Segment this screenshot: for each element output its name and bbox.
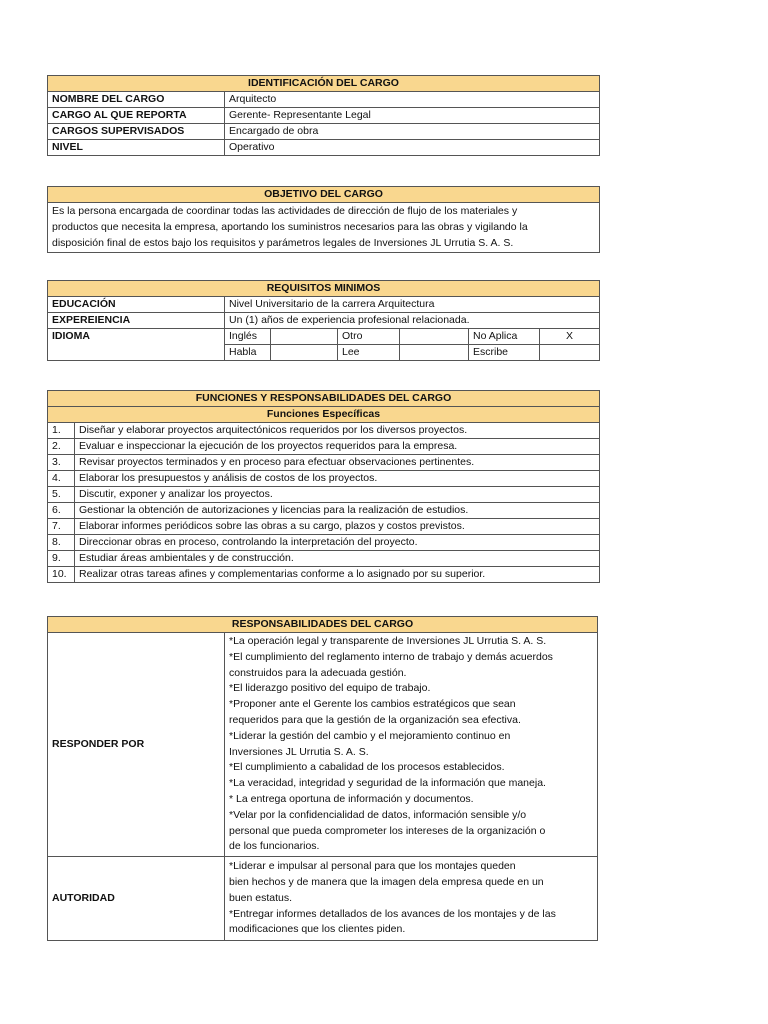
autoridad-line: modificaciones que los clientes piden. [229, 923, 406, 936]
responder-line: *El cumplimiento a cabalidad de los procesos establecidos. [229, 761, 505, 774]
table-row [48, 455, 600, 471]
responder-line: de los funcionarios. [229, 840, 320, 853]
responder-line: *El liderazgo positivo del equipo de trabajo. [229, 682, 431, 695]
identificacion-table [47, 75, 600, 156]
funciones-table [47, 390, 600, 583]
funcion-num: 6. [48, 503, 75, 519]
funcion-text: Discutir, exponer y analizar los proyectos. [75, 487, 600, 503]
responder-line: requeridos para que la gestión de la organización sea efectiva. [229, 713, 521, 726]
funciones-header: FUNCIONES Y RESPONSABILIDADES DEL CARGO [48, 391, 600, 407]
objetivo-line: disposición final de estos bajo los requisitos y parámetros legales de Inversiones JL Urrutia S. A. S. [52, 236, 514, 249]
funcion-num: 4. [48, 471, 75, 487]
experiencia-label: EXPEREIENCIA [48, 313, 225, 329]
objetivo-text [48, 203, 600, 253]
lee-label: Lee [338, 345, 400, 361]
nivel-value: Operativo [225, 140, 600, 156]
table-row [48, 535, 600, 551]
nivel-label: NIVEL [48, 140, 225, 156]
responder-line: *La veracidad, integridad y seguridad de la información que maneja. [229, 777, 546, 790]
funcion-text: Gestionar la obtención de autorizaciones y licencias para la realización de estudios. [75, 503, 600, 519]
objetivo-table [47, 186, 600, 253]
responder-line: Inversiones JL Urrutia S. A. S. [229, 745, 369, 758]
funcion-num: 3. [48, 455, 75, 471]
nombre-cargo-value: Arquitecto [225, 92, 600, 108]
autoridad-text [225, 857, 598, 941]
funcion-text: Evaluar e inspeccionar la ejecución de los proyectos requeridos para la empresa. [75, 439, 600, 455]
funcion-text: Realizar otras tareas afines y complementarias conforme a lo asignado por su superior. [75, 567, 600, 583]
responder-line: *El cumplimiento del reglamento interno de trabajo y demás acuerdos [229, 650, 553, 663]
autoridad-line: *Entregar informes detallados de los avances de los montajes y de las [229, 907, 556, 920]
cargo-reporta-label: CARGO AL QUE REPORTA [48, 108, 225, 124]
funcion-num: 8. [48, 535, 75, 551]
lee-value [400, 345, 469, 361]
otro-label: Otro [338, 329, 400, 345]
table-row [48, 519, 600, 535]
responder-por-text [225, 633, 598, 857]
funcion-text: Diseñar y elaborar proyectos arquitectónicos requeridos por los diversos proyectos. [75, 423, 600, 439]
responder-line: *La operación legal y transparente de Inversiones JL Urrutia S. A. S. [229, 635, 547, 647]
funcion-num: 10. [48, 567, 75, 583]
table-row [48, 140, 600, 156]
idioma-label: IDIOMA [48, 329, 225, 361]
no-aplica-label: No Aplica [469, 329, 540, 345]
cargos-supervisados-value: Encargado de obra [225, 124, 600, 140]
responder-line: *Velar por la confidencialidad de datos, información sensible y/o [229, 808, 527, 821]
table-row [48, 503, 600, 519]
responder-line: personal que pueda comprometer los intereses de la organización o [229, 824, 546, 837]
identificacion-header: IDENTIFICACIÓN DEL CARGO [48, 76, 600, 92]
table-row [48, 551, 600, 567]
table-row [48, 487, 600, 503]
responsabilidades-table [47, 616, 598, 941]
ingles-label: Inglés [225, 329, 271, 345]
funcion-num: 2. [48, 439, 75, 455]
table-row [48, 567, 600, 583]
responder-por-label: RESPONDER POR [48, 633, 225, 857]
no-aplica-mark: X [540, 329, 600, 345]
table-row [48, 124, 600, 140]
table-row [48, 439, 600, 455]
funcion-text: Revisar proyectos terminados y en proceso para efectuar observaciones pertinentes. [75, 455, 600, 471]
objetivo-line: productos que necesita la empresa, aportando los suministros necesarios para las obras y vigilando la [52, 220, 528, 233]
escribe-label: Escribe [469, 345, 540, 361]
habla-label: Habla [225, 345, 271, 361]
ingles-value [271, 329, 338, 345]
table-row [48, 471, 600, 487]
responder-line: *Liderar la gestión del cambio y el mejoramiento continuo en [229, 729, 511, 742]
responder-line: construidos para la adecuada gestión. [229, 666, 407, 679]
funcion-num: 5. [48, 487, 75, 503]
funcion-num: 1. [48, 423, 75, 439]
autoridad-line: buen estatus. [229, 891, 293, 904]
requisitos-table [47, 280, 600, 361]
funcion-text: Elaborar informes periódicos sobre las obras a su cargo, plazos y costos previstos. [75, 519, 600, 535]
cargo-reporta-value: Gerente- Representante Legal [225, 108, 600, 124]
responder-line: *Proponer ante el Gerente los cambios estratégicos que sean [229, 698, 516, 711]
funcion-num: 7. [48, 519, 75, 535]
responder-line: * La entrega oportuna de información y documentos. [229, 792, 474, 805]
educacion-label: EDUCACIÓN [48, 297, 225, 313]
responsabilidades-header: RESPONSABILIDADES DEL CARGO [48, 617, 598, 633]
table-row [48, 92, 600, 108]
educacion-value: Nivel Universitario de la carrera Arquitectura [225, 297, 600, 313]
objetivo-line: Es la persona encargada de coordinar todas las actividades de dirección de flujo de los materiales y [52, 205, 518, 217]
table-row [48, 423, 600, 439]
autoridad-label: AUTORIDAD [48, 857, 225, 941]
experiencia-value: Un (1) años de experiencia profesional relacionada. [225, 313, 600, 329]
funcion-text: Elaborar los presupuestos y análisis de costos de los proyectos. [75, 471, 600, 487]
table-row [48, 108, 600, 124]
funciones-subheader: Funciones Específicas [48, 407, 600, 423]
cargos-supervisados-label: CARGOS SUPERVISADOS [48, 124, 225, 140]
autoridad-line: *Liderar e impulsar al personal para que los montajes queden [229, 860, 516, 873]
habla-value [271, 345, 338, 361]
funcion-text: Direccionar obras en proceso, controlando la interpretación del proyecto. [75, 535, 600, 551]
funcion-num: 9. [48, 551, 75, 567]
escribe-value [540, 345, 600, 361]
autoridad-line: bien hechos y de manera que la imagen dela empresa quede en un [229, 875, 544, 888]
otro-value [400, 329, 469, 345]
requisitos-header: REQUISITOS MINIMOS [48, 281, 600, 297]
objetivo-header: OBJETIVO DEL CARGO [48, 187, 600, 203]
nombre-cargo-label: NOMBRE DEL CARGO [48, 92, 225, 108]
funcion-text: Estudiar áreas ambientales y de construcción. [75, 551, 600, 567]
